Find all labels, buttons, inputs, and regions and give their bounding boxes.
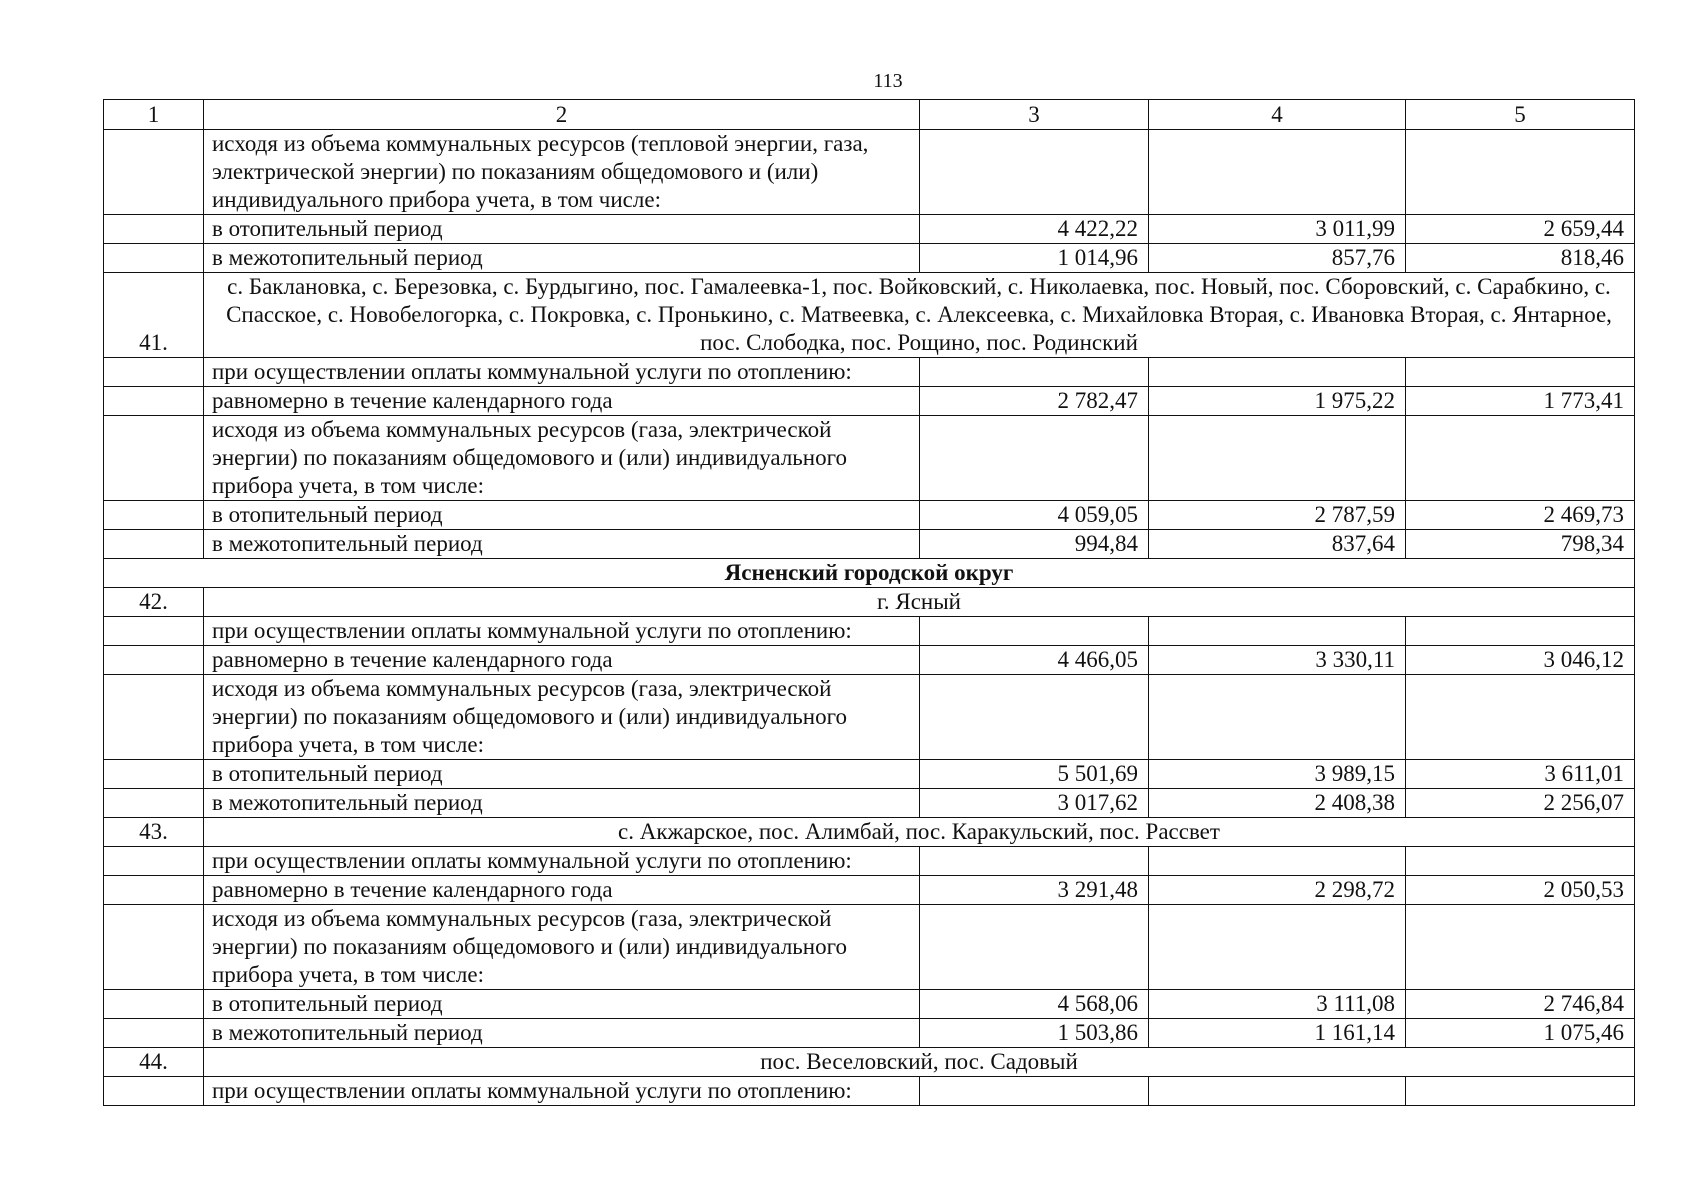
- value-cell-col5: [1406, 905, 1635, 990]
- value-cell-col3: 4 059,05: [920, 501, 1149, 530]
- value-cell-col3: 3 291,48: [920, 876, 1149, 905]
- value-cell-col4: 3 989,15: [1149, 760, 1406, 789]
- settlement-row: [104, 273, 1635, 358]
- value-cell-col3: [920, 847, 1149, 876]
- value-cell-col4: [1149, 130, 1406, 215]
- value-cell-col5: [1406, 416, 1635, 501]
- table-row: [104, 215, 1635, 244]
- value-cell-col5: [1406, 617, 1635, 646]
- row-number-cell: [104, 1077, 204, 1106]
- row-description-cell: в межотопительный период: [204, 789, 920, 818]
- table-row: [104, 617, 1635, 646]
- value-cell-col4: [1149, 416, 1406, 501]
- value-cell-col4: 2 787,59: [1149, 501, 1406, 530]
- value-cell-col3: [920, 358, 1149, 387]
- district-heading-row: [104, 559, 1635, 588]
- value-cell-col4: 1 975,22: [1149, 387, 1406, 416]
- row-description-cell: равномерно в течение календарного года: [204, 387, 920, 416]
- value-cell-col3: 994,84: [920, 530, 1149, 559]
- settlement-number-cell: 41.: [104, 273, 204, 358]
- value-cell-col5: 3 046,12: [1406, 646, 1635, 675]
- table-row: [104, 130, 1635, 215]
- value-cell-col5: 798,34: [1406, 530, 1635, 559]
- table-row: [104, 905, 1635, 990]
- row-description-cell: при осуществлении оплаты коммунальной услуги по отоплению:: [204, 617, 920, 646]
- value-cell-col5: 2 746,84: [1406, 990, 1635, 1019]
- value-cell-col4: 1 161,14: [1149, 1019, 1406, 1048]
- row-description-cell: исходя из объема коммунальных ресурсов (газа, электрической энергии) по показаниям общедомового и (или) индивидуального прибора учета, в том числе:: [204, 675, 920, 760]
- row-number-cell: [104, 244, 204, 273]
- value-cell-col3: 4 466,05: [920, 646, 1149, 675]
- row-number-cell: [104, 646, 204, 675]
- value-cell-col3: 4 422,22: [920, 215, 1149, 244]
- table-row: [104, 501, 1635, 530]
- value-cell-col4: 2 408,38: [1149, 789, 1406, 818]
- value-cell-col5: 2 050,53: [1406, 876, 1635, 905]
- column-header: 2: [204, 100, 920, 130]
- row-number-cell: [104, 387, 204, 416]
- row-number-cell: [104, 215, 204, 244]
- table-row: [104, 760, 1635, 789]
- row-number-cell: [104, 905, 204, 990]
- row-description-cell: исходя из объема коммунальных ресурсов (газа, электрической энергии) по показаниям общедомового и (или) индивидуального прибора учета, в том числе:: [204, 416, 920, 501]
- row-description-cell: при осуществлении оплаты коммунальной услуги по отоплению:: [204, 847, 920, 876]
- header-row: [104, 100, 1635, 130]
- table-row: [104, 1019, 1635, 1048]
- row-description-cell: в межотопительный период: [204, 1019, 920, 1048]
- table-row: [104, 1077, 1635, 1106]
- value-cell-col5: 818,46: [1406, 244, 1635, 273]
- value-cell-col3: [920, 617, 1149, 646]
- value-cell-col4: 3 011,99: [1149, 215, 1406, 244]
- row-description-cell: исходя из объема коммунальных ресурсов (тепловой энергии, газа, электрической энергии) по показаниям общедомового и (или) индивидуального прибора учета, в том числе:: [204, 130, 920, 215]
- value-cell-col5: 3 611,01: [1406, 760, 1635, 789]
- value-cell-col4: 857,76: [1149, 244, 1406, 273]
- tariff-table: [103, 99, 1635, 1106]
- table-row: [104, 387, 1635, 416]
- row-description-cell: в межотопительный период: [204, 530, 920, 559]
- value-cell-col3: 3 017,62: [920, 789, 1149, 818]
- row-number-cell: [104, 501, 204, 530]
- settlement-row: [104, 588, 1635, 617]
- value-cell-col5: 2 256,07: [1406, 789, 1635, 818]
- settlement-names-cell: г. Ясный: [204, 588, 1635, 617]
- value-cell-col3: 1 503,86: [920, 1019, 1149, 1048]
- value-cell-col4: [1149, 675, 1406, 760]
- page-number: 113: [873, 70, 903, 92]
- value-cell-col5: 2 469,73: [1406, 501, 1635, 530]
- value-cell-col3: 4 568,06: [920, 990, 1149, 1019]
- row-number-cell: [104, 990, 204, 1019]
- row-number-cell: [104, 530, 204, 559]
- value-cell-col4: [1149, 1077, 1406, 1106]
- value-cell-col3: 2 782,47: [920, 387, 1149, 416]
- value-cell-col4: 837,64: [1149, 530, 1406, 559]
- row-number-cell: [104, 675, 204, 760]
- value-cell-col4: [1149, 905, 1406, 990]
- value-cell-col5: 1 075,46: [1406, 1019, 1635, 1048]
- value-cell-col3: [920, 130, 1149, 215]
- row-number-cell: [104, 617, 204, 646]
- row-description-cell: исходя из объема коммунальных ресурсов (газа, электрической энергии) по показаниям общедомового и (или) индивидуального прибора учета, в том числе:: [204, 905, 920, 990]
- row-number-cell: [104, 358, 204, 387]
- table-row: [104, 789, 1635, 818]
- value-cell-col4: 3 111,08: [1149, 990, 1406, 1019]
- settlement-names-cell: с. Баклановка, с. Березовка, с. Бурдыгино, пос. Гамалеевка-1, пос. Войковский, с. Николаевка, пос. Новый, пос. Сборовский, с. Сарабкино, с. Спасское, с. Новобелогорка, с. Покровка, с. Пронькино, с. Матвеевка, с. Алексеевка, с. Михайловка Вторая, с. Ивановка Вторая, с. Янтарное, пос. Слободка, пос. Рощино, пос. Родинский: [204, 273, 1635, 358]
- row-description-cell: в отопительный период: [204, 760, 920, 789]
- value-cell-col3: [920, 1077, 1149, 1106]
- column-header: 4: [1149, 100, 1406, 130]
- settlement-names-cell: пос. Веселовский, пос. Садовый: [204, 1048, 1635, 1077]
- value-cell-col4: [1149, 358, 1406, 387]
- row-number-cell: [104, 847, 204, 876]
- table-row: [104, 876, 1635, 905]
- value-cell-col5: 2 659,44: [1406, 215, 1635, 244]
- value-cell-col5: [1406, 675, 1635, 760]
- row-description-cell: в межотопительный период: [204, 244, 920, 273]
- value-cell-col4: [1149, 617, 1406, 646]
- value-cell-col4: 3 330,11: [1149, 646, 1406, 675]
- value-cell-col3: [920, 675, 1149, 760]
- value-cell-col3: 1 014,96: [920, 244, 1149, 273]
- table-row: [104, 675, 1635, 760]
- value-cell-col3: [920, 905, 1149, 990]
- row-number-cell: [104, 789, 204, 818]
- row-number-cell: [104, 876, 204, 905]
- table-row: [104, 530, 1635, 559]
- settlement-number-cell: 43.: [104, 818, 204, 847]
- value-cell-col5: [1406, 1077, 1635, 1106]
- tariff-table-body: [104, 100, 1635, 1106]
- settlement-row: [104, 818, 1635, 847]
- row-number-cell: [104, 1019, 204, 1048]
- value-cell-col3: 5 501,69: [920, 760, 1149, 789]
- value-cell-col5: [1406, 130, 1635, 215]
- column-header: 5: [1406, 100, 1635, 130]
- column-header: 3: [920, 100, 1149, 130]
- table-row: [104, 358, 1635, 387]
- settlement-number-cell: 44.: [104, 1048, 204, 1077]
- row-number-cell: [104, 760, 204, 789]
- row-description-cell: равномерно в течение календарного года: [204, 876, 920, 905]
- value-cell-col5: 1 773,41: [1406, 387, 1635, 416]
- value-cell-col5: [1406, 847, 1635, 876]
- row-description-cell: равномерно в течение календарного года: [204, 646, 920, 675]
- value-cell-col4: [1149, 847, 1406, 876]
- settlement-names-cell: с. Акжарское, пос. Алимбай, пос. Каракульский, пос. Рассвет: [204, 818, 1635, 847]
- row-description-cell: в отопительный период: [204, 501, 920, 530]
- value-cell-col5: [1406, 358, 1635, 387]
- value-cell-col3: [920, 416, 1149, 501]
- row-number-cell: [104, 416, 204, 501]
- district-heading-cell: Ясненский городской округ: [104, 559, 1635, 588]
- table-row: [104, 416, 1635, 501]
- row-description-cell: в отопительный период: [204, 990, 920, 1019]
- table-row: [104, 244, 1635, 273]
- settlement-number-cell: 42.: [104, 588, 204, 617]
- row-description-cell: в отопительный период: [204, 215, 920, 244]
- row-description-cell: при осуществлении оплаты коммунальной услуги по отоплению:: [204, 1077, 920, 1106]
- row-number-cell: [104, 130, 204, 215]
- table-row: [104, 990, 1635, 1019]
- table-row: [104, 646, 1635, 675]
- table-row: [104, 847, 1635, 876]
- value-cell-col4: 2 298,72: [1149, 876, 1406, 905]
- settlement-row: [104, 1048, 1635, 1077]
- row-description-cell: при осуществлении оплаты коммунальной услуги по отоплению:: [204, 358, 920, 387]
- column-header: 1: [104, 100, 204, 130]
